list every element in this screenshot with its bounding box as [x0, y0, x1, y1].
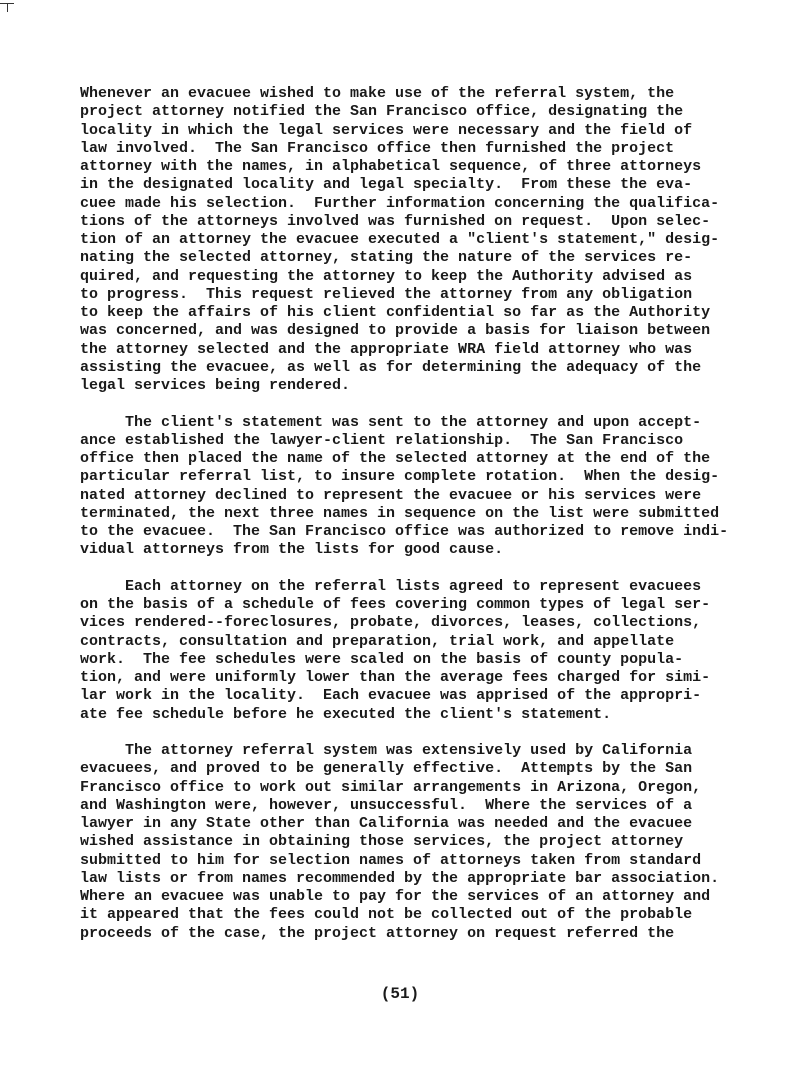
text-line: it appeared that the fees could not be collected out of the probable: [80, 906, 693, 924]
text-line: nated attorney declined to represent the evacuee or his services were: [80, 486, 702, 504]
text-line: lawyer in any State other than California was needed and the evacuee: [80, 815, 693, 832]
paragraph: [80, 414, 760, 560]
text-line: in the designated locality and legal specialty. From these the eva-: [80, 176, 693, 194]
text-line: tion of an attorney the evacuee executed a "client's statement," desig-: [80, 231, 720, 248]
text-line: assisting the evacuee, as well as for determining the adequacy of the: [80, 358, 702, 376]
document-body: [80, 85, 760, 961]
text-line: law involved. The San Francisco office then furnished the project: [80, 139, 675, 157]
text-line: on the basis of a schedule of fees covering common types of legal ser-: [80, 596, 711, 613]
text-line: nating the selected attorney, stating the nature of the services re-: [80, 249, 693, 267]
text-line: Each attorney on the referral lists agreed to represent evacuees: [80, 577, 702, 595]
text-line: proceeds of the case, the project attorney on request referred the: [80, 924, 675, 942]
corner-mark: [0, 0, 20, 14]
text-line: particular referral list, to insure complete rotation. When the desig-: [80, 468, 720, 486]
text-line: tions of the attorneys involved was furnished on request. Upon selec-: [80, 212, 711, 230]
text-line: project attorney notified the San Francisco office, designating the: [80, 103, 684, 121]
text-line: wished assistance in obtaining those services, the project attorney: [80, 833, 684, 851]
text-line: attorney with the names, in alphabetical sequence, of three attorneys: [80, 158, 702, 175]
text-line: was concerned, and was designed to provide a basis for liaison between: [80, 322, 711, 340]
text-line: the attorney selected and the appropriate WRA field attorney who was: [80, 340, 693, 358]
text-line: vidual attorneys from the lists for good cause.: [80, 541, 504, 559]
text-line: cuee made his selection. Further information concerning the qualifica-: [80, 194, 720, 212]
text-line: and Washington were, however, unsuccessful. Where the services of a: [80, 796, 693, 814]
text-line: to keep the affairs of his client confidential so far as the Authority: [80, 304, 711, 321]
text-line: contracts, consultation and preparation, trial work, and appellate: [80, 632, 675, 650]
paragraph: [80, 85, 760, 395]
text-line: legal services being rendered.: [80, 377, 351, 394]
text-line: work. The fee schedules were scaled on the basis of county popula-: [80, 650, 684, 668]
text-line: Francisco office to work out similar arrangements in Arizona, Oregon,: [80, 778, 702, 796]
text-line: lar work in the locality. Each evacuee was apprised of the appropri-: [80, 687, 702, 705]
text-line: submitted to him for selection names of attorneys taken from standard: [80, 851, 702, 869]
text-line: The client's statement was sent to the attorney and upon accept-: [80, 413, 702, 431]
page-number: (51): [380, 985, 420, 1003]
text-line: Whenever an evacuee wished to make use of the referral system, the: [80, 85, 675, 102]
text-line: law lists or from names recommended by the appropriate bar association.: [80, 869, 720, 887]
text-line: vices rendered--foreclosures, probate, divorces, leases, collections,: [80, 614, 702, 632]
text-line: quired, and requesting the attorney to keep the Authority advised as: [80, 267, 693, 285]
text-line: tion, and were uniformly lower than the average fees charged for simi-: [80, 669, 711, 686]
text-line: locality in which the legal services were necessary and the field of: [80, 121, 693, 139]
text-line: to the evacuee. The San Francisco office was authorized to remove indi-: [80, 523, 729, 540]
text-line: evacuees, and proved to be generally effective. Attempts by the San: [80, 760, 693, 778]
paragraph: [80, 578, 760, 724]
paragraph: [80, 742, 760, 943]
text-line: ance established the lawyer-client relationship. The San Francisco: [80, 431, 684, 449]
text-line: office then placed the name of the selected attorney at the end of the: [80, 450, 711, 467]
text-line: ate fee schedule before he executed the client's statement.: [80, 705, 612, 723]
text-line: terminated, the next three names in sequence on the list were submitted: [80, 504, 720, 522]
text-line: to progress. This request relieved the attorney from any obligation: [80, 285, 693, 303]
text-line: The attorney referral system was extensively used by California: [80, 742, 693, 759]
text-line: Where an evacuee was unable to pay for the services of an attorney and: [80, 888, 711, 905]
